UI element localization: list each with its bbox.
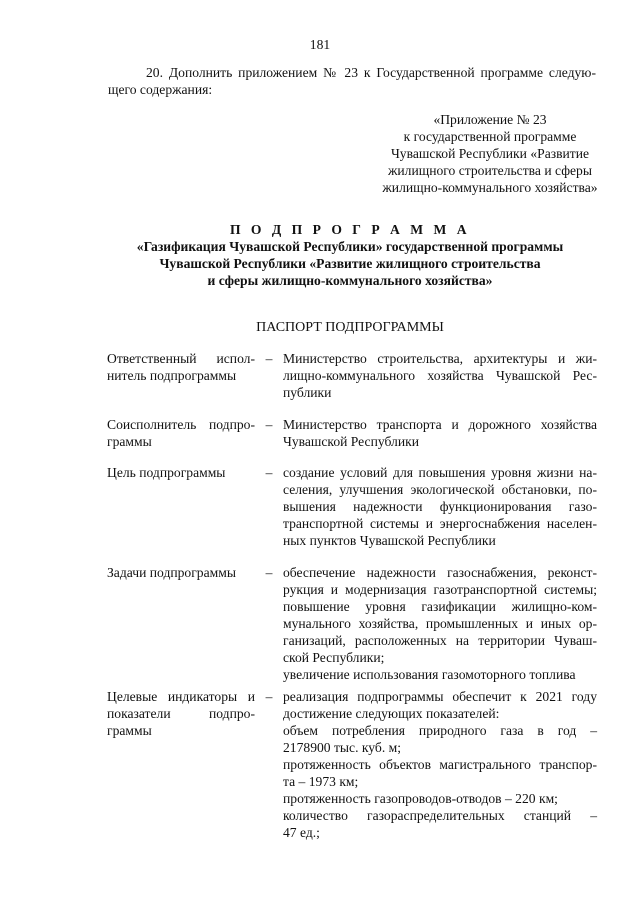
row-label: Соисполнитель подпро- граммы bbox=[107, 417, 255, 449]
row-value: Министерство транспорта и дорожного хозяйства Чувашской Республики bbox=[283, 417, 597, 449]
subprogram-title: П О Д П Р О Г Р А М М А bbox=[229, 222, 471, 237]
row-dash: – bbox=[265, 689, 273, 704]
page-number: 181 bbox=[309, 37, 331, 52]
intro-paragraph bbox=[108, 64, 596, 98]
row-label: Задачи подпрограммы bbox=[107, 565, 236, 580]
row-dash: – bbox=[265, 565, 273, 580]
row-dash: – bbox=[265, 465, 273, 480]
appendix-line: к государственной программе bbox=[403, 129, 577, 144]
intro-text: 20. Дополнить приложением № 23 к Государственной программе следую-щего содержания: bbox=[108, 65, 596, 97]
row-label: Целевые индикаторы и показатели подпро- граммы bbox=[107, 689, 255, 738]
subprogram-name-line: Чувашской Республики «Развитие жилищного строительства bbox=[159, 256, 541, 271]
appendix-line: Чувашской Республики «Развитие bbox=[390, 146, 590, 161]
passport-title: ПАСПОРТ ПОДПРОГРАММЫ bbox=[256, 320, 444, 335]
appendix-line: «Приложение № 23 bbox=[433, 112, 547, 127]
subprogram-name-line: «Газификация Чувашской Республики» государственной программы bbox=[136, 239, 564, 254]
row-value: обеспечение надежности газоснабжения, реконст- рукция и модернизация газотранспортной системы; повышение уровня газификации жилищно-ком- мунального хозяйства, промышленных и иных ор- ганизаций, расположенных на территории Чуваш- ской Республики; увеличение использования газомоторного топлива bbox=[283, 565, 597, 682]
row-value: Министерство строительства, архитектуры и жи- лищно-коммунального хозяйства Чувашской Рес- публики bbox=[283, 351, 597, 400]
row-dash: – bbox=[265, 417, 273, 432]
row-value: реализация подпрограммы обеспечит к 2021 году достижение следующих показателей: объем потребления природного газа в год – 2178900 тыс. куб. м; протяженность объектов магистрального транспор- та – 1973 км; протяженность газопроводов-отводов – 220 км; количество газораспределительных станций – 47 ед.; bbox=[283, 689, 597, 840]
appendix-note bbox=[340, 111, 640, 196]
subprogram-name-line: и сферы жилищно-коммунального хозяйства» bbox=[207, 273, 493, 288]
row-label: Ответственный испол- нитель подпрограммы bbox=[107, 351, 255, 383]
subprogram-heading bbox=[100, 221, 600, 289]
appendix-line: жилищно-коммунального хозяйства» bbox=[382, 180, 598, 195]
row-dash: – bbox=[265, 351, 273, 366]
row-label: Цель подпрограммы bbox=[107, 465, 226, 480]
appendix-line: жилищного строительства и сферы bbox=[388, 163, 592, 178]
row-value: создание условий для повышения уровня жизни на- селения, улучшения экологической обстановки, по- вышения надежности функционирования газо- транспортной системы и энергоснабжения населен- ных пунктов Чувашской Республики bbox=[283, 465, 597, 548]
